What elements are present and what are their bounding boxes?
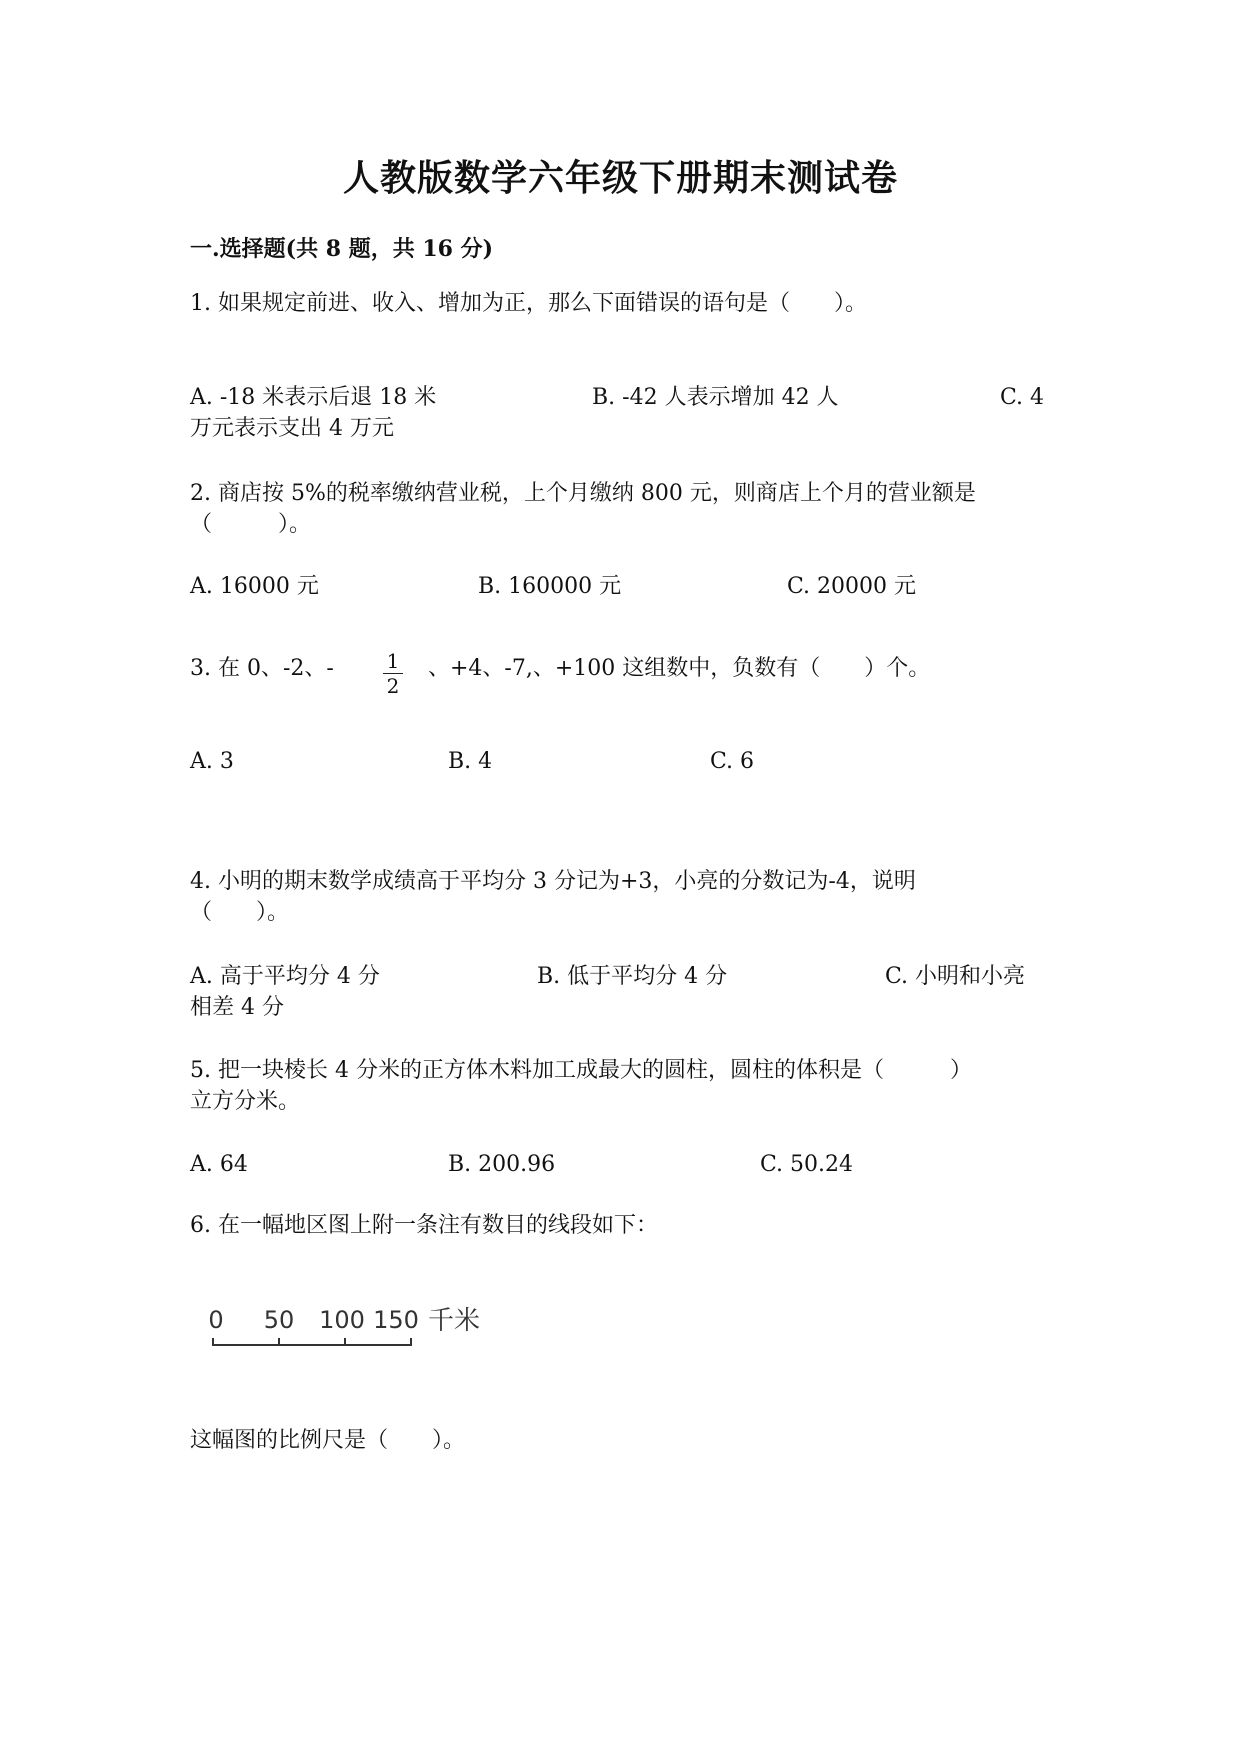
fraction-denominator: 2 [386,674,400,698]
question-1-option-c: C. 4 [1000,385,1045,410]
question-2-stem-line1: 2. 商店按 5%的税率缴纳营业税，上个月缴纳 800 元，则商店上个月的营业额是 [190,481,976,506]
scale-bar-diagram [200,1300,520,1360]
question-4-option-b: B. 低于平均分 4 分 [537,964,728,989]
question-5-option-b: B. 200.96 [448,1152,556,1177]
scale-label-100: 100 [319,1306,365,1334]
question-4-stem-line2: （ ）。 [190,900,290,925]
question-4-option-c-continued: 相差 4 分 [190,995,284,1020]
question-5-option-a: A. 64 [190,1152,248,1177]
scale-unit-label: 千米 [428,1306,481,1336]
question-4-option-a: A. 高于平均分 4 分 [190,964,380,989]
question-6-stem: 6. 在一幅地区图上附一条注有数目的线段如下： [190,1213,658,1238]
question-1-option-c-continued: 万元表示支出 4 万元 [190,416,394,441]
question-5-stem-line1: 5. 把一块棱长 4 分米的正方体木料加工成最大的圆柱，圆柱的体积是（ ） [190,1058,972,1083]
scale-label-50: 50 [263,1306,295,1334]
question-3-option-a: A. 3 [190,749,234,774]
question-1-option-a: A. -18 米表示后退 18 米 [190,385,437,410]
page-title: 人教版数学六年级下册期末测试卷 [342,157,898,199]
section-heading: 一.选择题(共 8 题，共 16 分) [190,236,494,262]
question-2-option-c: C. 20000 元 [787,574,917,599]
question-2-option-b: B. 160000 元 [478,574,622,599]
question-1-stem: 1. 如果规定前进、收入、增加为正，那么下面错误的语句是（ ）。 [190,291,867,316]
question-4-option-c: C. 小明和小亮 [885,964,1026,989]
question-6-follow-up: 这幅图的比例尺是（ ）。 [190,1428,466,1453]
question-3-option-b: B. 4 [448,749,493,774]
scale-label-0: 0 [208,1306,224,1334]
question-5-stem-line2: 立方分米。 [190,1089,301,1114]
question-3-stem-before: 3. 在 0、-2、- [190,656,334,681]
scale-label-150: 150 [373,1306,419,1334]
question-3-option-c: C. 6 [710,749,755,774]
question-5-option-c: C. 50.24 [760,1152,854,1177]
fraction-one-half [383,650,403,697]
question-1-option-b: B. -42 人表示增加 42 人 [592,385,839,410]
question-4-stem-line1: 4. 小明的期末数学成绩高于平均分 3 分记为+3，小亮的分数记为-4，说明 [190,869,916,894]
question-2-stem-line2: （ ）。 [190,512,312,537]
fraction-numerator: 1 [386,649,400,673]
question-2-option-a: A. 16000 元 [190,574,319,599]
question-3-stem-after: 、+4、-7,、+100 这组数中，负数有（ ）个。 [428,656,931,681]
